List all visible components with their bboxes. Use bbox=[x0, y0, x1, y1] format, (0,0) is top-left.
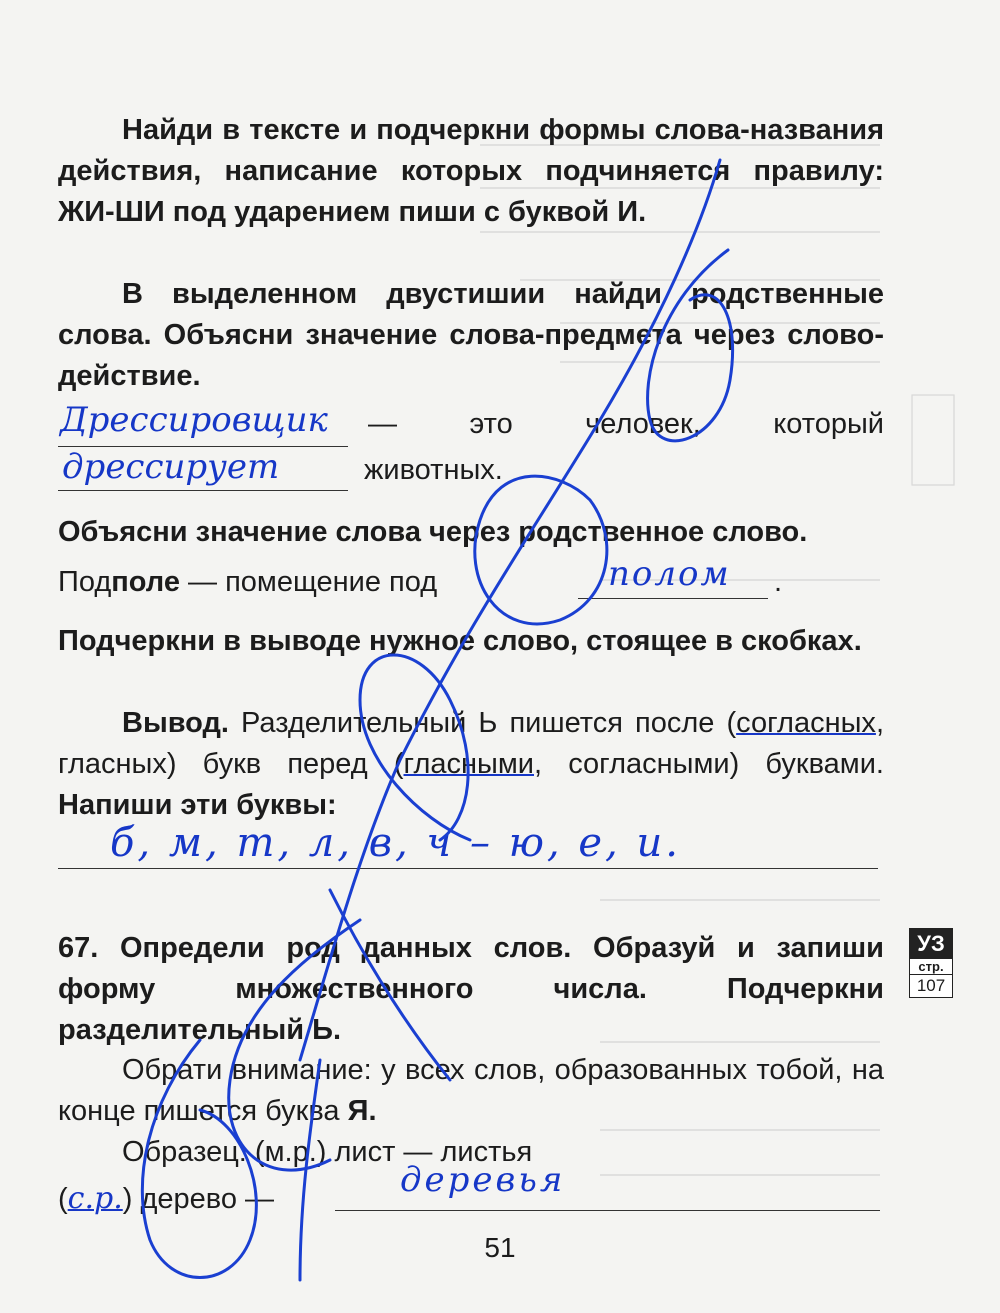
handwritten-answer-derevya: деревья bbox=[400, 1160, 566, 1200]
definition-line-2 bbox=[58, 490, 348, 491]
task3-instruction: Объясни значение слова через родственное слово. bbox=[58, 516, 808, 548]
badge-page: 107 bbox=[910, 974, 952, 997]
exercise-67-answer-line bbox=[335, 1210, 880, 1211]
handwritten-gender: с.р. bbox=[67, 1181, 123, 1216]
handwritten-answer-polom: полом bbox=[608, 554, 731, 594]
task3-period: . bbox=[774, 566, 783, 598]
definition-text-1: — это человек, который bbox=[368, 408, 884, 440]
task2-instruction: В выделенном двустишии найди родственные слова. Объясни значение слова-предмета через слово-действие. bbox=[58, 278, 884, 392]
exercise-67-instruction: 67. Определи род данных слов. Образуй и запиши форму множественного числа. Подчеркни разделительный Ь. bbox=[58, 932, 884, 1046]
page-number: 51 bbox=[484, 1232, 516, 1263]
handwritten-word-2: дрессирует bbox=[62, 447, 280, 487]
badge-label: стр. bbox=[918, 959, 944, 974]
handwritten-letters: б, м, т, л, в, ч – ю, е, и. bbox=[110, 820, 681, 866]
conclusion-paragraph: Вывод. Разделительный Ь пишется после (согласных, гласных) букв перед (гласными, согласными) буквами. Напиши эти буквы: bbox=[58, 707, 884, 821]
exercise-67-item: (с.р.) дерево — bbox=[58, 1181, 275, 1216]
task4-instruction: Подчеркни в выводе нужное слово, стоящее в скобках. bbox=[58, 625, 862, 657]
exercise-67-note: Обрати внимание: у всех слов, образованных тобой, на конце пишется буква Я. bbox=[58, 1054, 884, 1127]
definition-text-2: животных. bbox=[364, 454, 503, 486]
task3-line: Подполе — помещение под bbox=[58, 566, 438, 598]
side-reference-badge bbox=[909, 928, 953, 998]
task1-instruction: Найди в тексте и подчеркни формы слова-названия действия, написание которых подчиняется правилу: ЖИ-ШИ под ударением пиши с буквой И. bbox=[58, 114, 884, 228]
task3-answer-line bbox=[578, 598, 768, 599]
conclusion-answer-line bbox=[58, 868, 878, 869]
badge-title: УЗ bbox=[910, 929, 952, 959]
exercise-67-sample: Образец: (м.р.) лист — листья bbox=[122, 1136, 533, 1168]
handwritten-word-1: Дрессировщик bbox=[60, 400, 328, 440]
